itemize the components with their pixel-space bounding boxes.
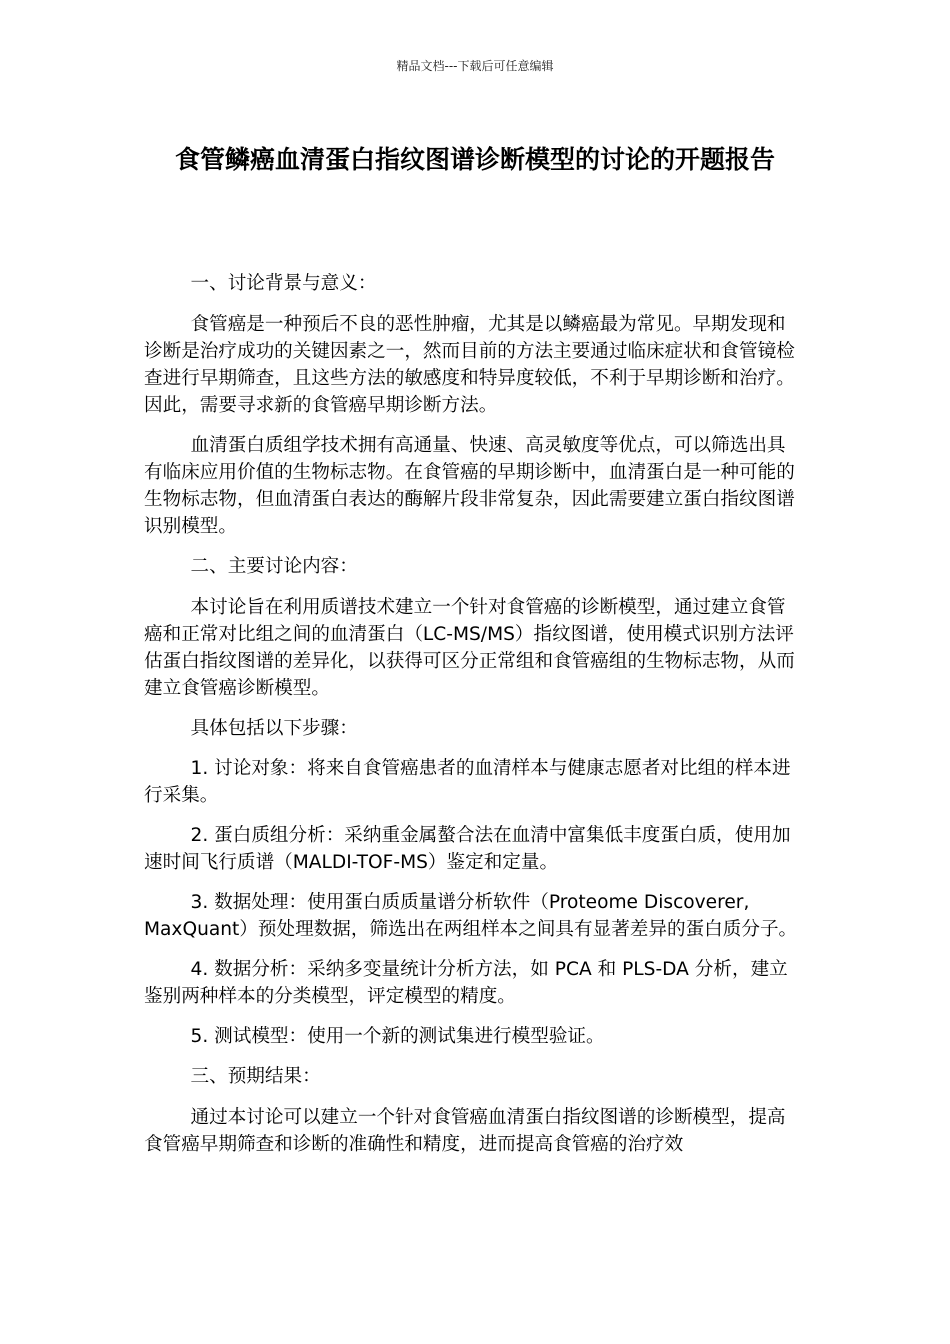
step-item-1: 1. 讨论对象：将来自食管癌患者的血清样本与健康志愿者对比组的样本进行采集。 [144,758,791,806]
section-heading-content: 二、主要讨论内容： [190,556,358,577]
document-title: 食管鳞癌血清蛋白指纹图谱诊断模型的讨论的开题报告 [174,145,775,174]
page-header: 精品文档---下载后可任意编辑 [396,59,554,73]
section-heading-results: 三、预期结果： [190,1066,321,1087]
step-item-5: 5. 测试模型：使用一个新的测试集进行模型验证。 [190,1026,605,1047]
steps-intro: 具体包括以下步骤： [190,718,358,739]
results-paragraph-1: 通过本讨论可以建立一个针对食管癌血清蛋白指纹图谱的诊断模型，提高食管癌早期筛查和诊断的准确性和精度，进而提高食管癌的治疗效 [144,1107,786,1155]
background-paragraph-2: 血清蛋白质组学技术拥有高通量、快速、高灵敏度等优点，可以筛选出具有临床应用价值的生物标志物。在食管癌的早期诊断中，血清蛋白是一种可能的生物标志物，但血清蛋白表达的酶解片段非常复杂，因此需要建立蛋白指纹图谱识别模型。 [144,435,795,537]
content-paragraph-1: 本讨论旨在利用质谱技术建立一个针对食管癌的诊断模型，通过建立食管癌和正常对比组之间的血清蛋白（LC-MS/MS）指纹图谱，使用模式识别方法评估蛋白指纹图谱的差异化，以获得可区分正常组和食管癌组的生物标志物，从而建立食管癌诊断模型。 [144,597,795,699]
document-body [144,270,804,1171]
step-item-3: 3. 数据处理：使用蛋白质质量谱分析软件（Proteome Discoverer, MaxQuant）预处理数据，筛选出在两组样本之间具有显著差异的蛋白质分子。 [144,892,798,940]
step-item-4: 4. 数据分析：采纳多变量统计分析方法，如 PCA 和 PLS-DA 分析，建立鉴别两种样本的分类模型，评定模型的精度。 [144,959,788,1007]
section-heading-background: 一、讨论背景与意义： [190,273,377,294]
step-item-2: 2. 蛋白质组分析：采纳重金属螯合法在血清中富集低丰度蛋白质，使用加速时间飞行质谱（MALDI-TOF-MS）鉴定和定量。 [144,825,791,873]
background-paragraph-1: 食管癌是一种预后不良的恶性肿瘤，尤其是以鳞癌最为常见。早期发现和诊断是治疗成功的关键因素之一，然而目前的方法主要通过临床症状和食管镜检查进行早期筛查，且这些方法的敏感度和特异度较低，不利于早期诊断和治疗。因此，需要寻求新的食管癌早期诊断方法。 [144,314,795,416]
